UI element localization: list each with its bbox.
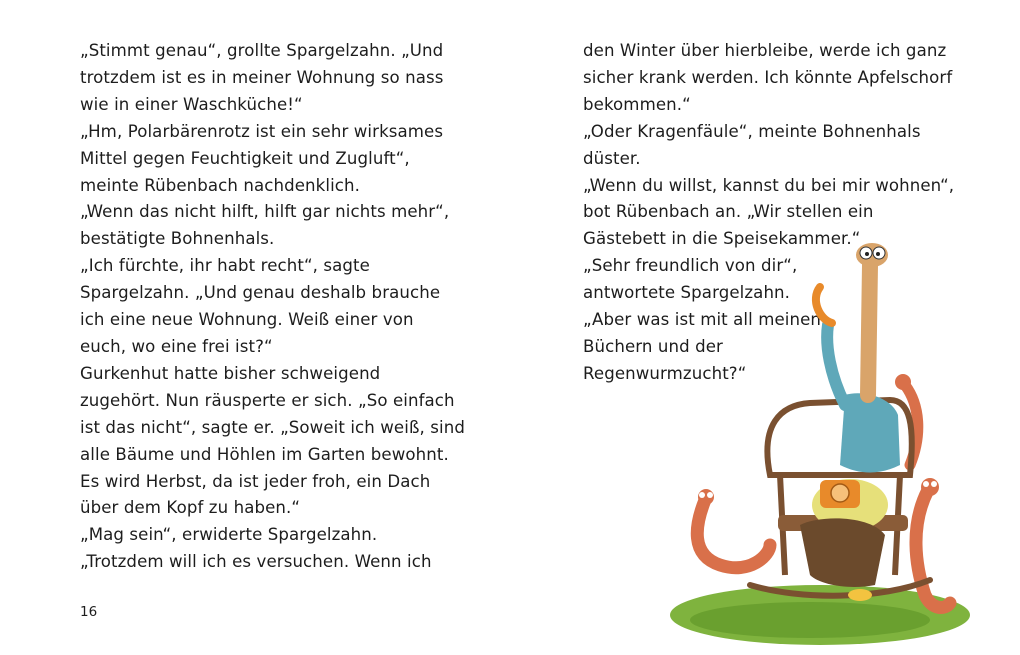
text-line: „Sehr freundlich von dir“, [583,256,798,276]
text-line: düster. [583,148,641,168]
text-line: trotzdem ist es in meiner Wohnung so nass [80,67,444,87]
text-line: „Wenn du willst, kannst du bei mir wohnen“, [583,175,955,195]
text-line: bekommen.“ [583,94,691,114]
worm-left [697,500,770,568]
text-line: „Ich fürchte, ihr habt recht“, sagte [80,256,370,276]
text-line: Regenwurmzucht?“ [583,363,747,383]
text-line: „Mag sein“, erwiderte Spargelzahn. [80,525,378,545]
text-line: Gurkenhut hatte bisher schweigend [80,363,381,383]
text-line: Mittel gegen Feuchtigkeit und Zugluft“, [80,148,410,168]
text-line: antwortete Spargelzahn. [583,283,791,303]
spargelzahn-illustration [660,225,970,645]
text-line: wie in einer Waschküche!“ [80,94,303,114]
text-line: „Stimmt genau“, grollte Spargelzahn. „Und [80,41,444,60]
text-line: „Wenn das nicht hilft, hilft gar nichts mehr“, [80,202,450,222]
cup [848,589,872,601]
text-line: Spargelzahn. „Und genau deshalb brauche [80,283,441,303]
text-line: den Winter über hierbleibe, werde ich ganz [583,41,947,60]
text-line: meinte Rübenbach nachdenklich. [80,175,360,195]
text-line: „Aber was ist mit all meinen [583,310,822,330]
text-line: Es wird Herbst, da ist jeder froh, ein Dach [80,471,431,491]
text-line: euch, wo eine frei ist?“ [80,336,273,356]
text-line: ist das nicht“, sagte er. „Soweit ich weiß, sind [80,417,465,437]
text-line: bot Rübenbach an. „Wir stellen ein [583,202,874,222]
text-line: „Oder Kragenfäule“, meinte Bohnenhals [583,121,921,141]
text-line: über dem Kopf zu haben.“ [80,498,301,518]
text-line: sicher krank werden. Ich könnte Apfelschorf [583,67,953,87]
text-line: zugehört. Nun räusperte er sich. „So einfach [80,390,455,410]
text-line: alle Bäume und Höhlen im Garten bewohnt. [80,444,449,464]
text-line: bestätigte Bohnenhals. [80,229,275,249]
text-line: „Hm, Polarbärenrotz ist ein sehr wirksames [80,121,444,141]
text-line: Büchern und der [583,336,723,356]
text-line: ich eine neue Wohnung. Weiß einer von [80,310,414,330]
page-number: 16 [80,604,98,620]
left-page-text [80,38,465,576]
text-line: „Trotzdem will ich es versuchen. Wenn ich [80,552,432,572]
asparagus-neck [868,265,870,395]
worm-right [916,490,950,608]
right-page [510,0,1020,655]
text-line: Gästebett in die Speisekammer.“ [583,229,861,249]
blanket [800,518,885,587]
